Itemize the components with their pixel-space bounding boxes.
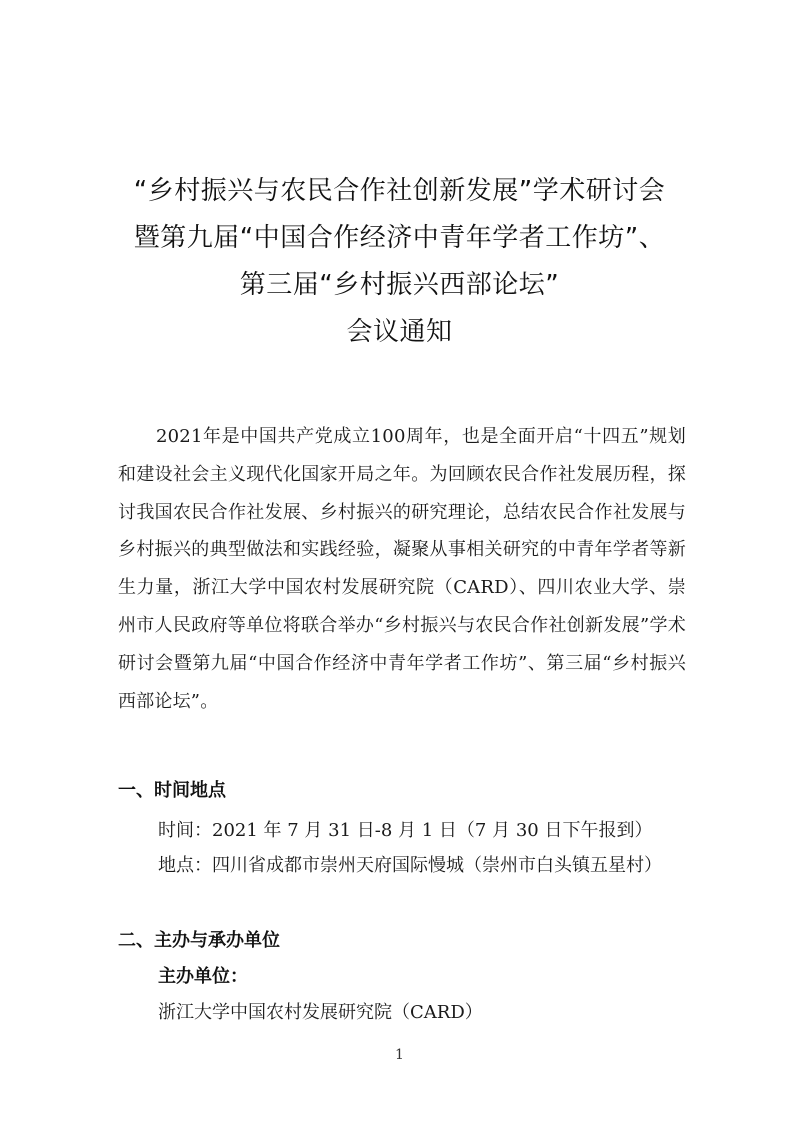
section-heading-time-place: 一、时间地点 <box>118 780 226 801</box>
title-line-3: 第三届“乡村振兴西部论坛” <box>239 270 560 300</box>
title-line-2: 暨第九届“中国合作经济中青年学者工作坊”、 <box>133 223 666 253</box>
page-number: 1 <box>395 1047 404 1063</box>
time-line: 时间：2021 年 7 月 31 日-8 月 1 日（7 月 30 日下午报到） <box>158 820 653 841</box>
sponsor-label: 主办单位： <box>158 966 248 987</box>
place-line: 地点：四川省成都市崇州天府国际慢城（崇州市白头镇五星村） <box>158 855 662 876</box>
title-line-1: “乡村振兴与农民合作社创新发展”学术研讨会 <box>133 176 666 206</box>
intro-paragraph: 2021年是中国共产党成立100周年，也是全面开启“十四五”规划和建设社会主义现代化国家开局之年。为回顾农民合作社发展历程，探讨我国农民合作社发展、乡村振兴的研究理论，总结农民合作社发展与乡村振兴的典型做法和实践经验，凝聚从事相关研究的中青年学者等新生力量，浙江大学中国农村发展研究院（CARD）、四川农业大学、崇州市人民政府等单位将联合举办“乡村振兴与农民合作社创新发展”学术研讨会暨第九届“中国合作经济中青年学者工作坊”、第三届“乡村振兴西部论坛”。 <box>118 426 686 712</box>
section-heading-organizers: 二、主办与承办单位 <box>118 930 280 951</box>
document-title <box>0 168 799 356</box>
sponsor-item: 浙江大学中国农村发展研究院（CARD） <box>158 1002 483 1023</box>
title-line-4: 会议通知 <box>346 317 453 347</box>
